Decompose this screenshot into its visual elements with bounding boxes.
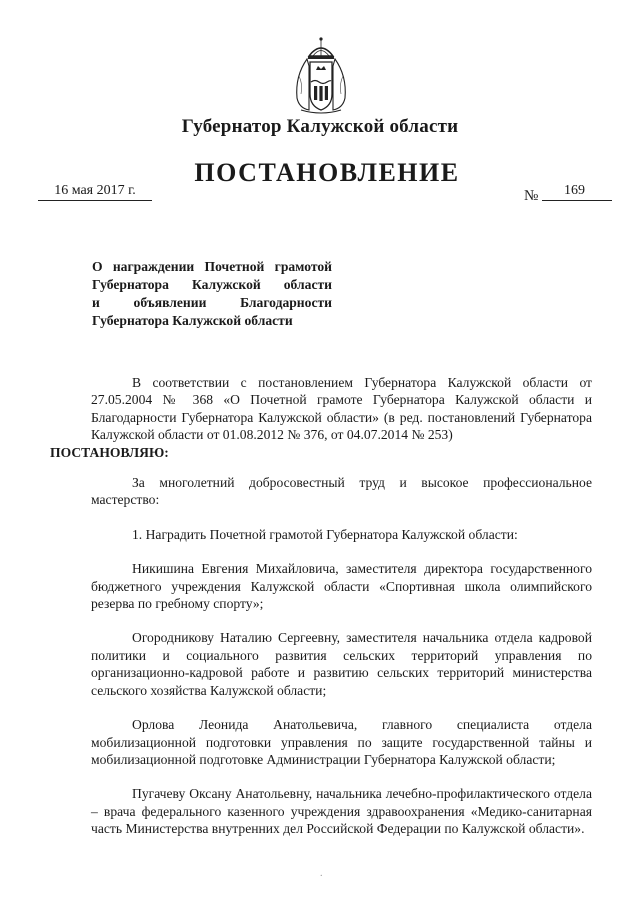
awardee-paragraph: Никишина Евгения Михайловича, заместителя директора государственного бюджетного учреждения Калужской области «Спортивная школа олимпийского резерва по гребному спорту»; [91,561,592,612]
subject-line: Губернатора Калужской области [92,277,332,292]
awardee-paragraph: Огородникову Наталию Сергеевну, заместителя начальника отдела кадровой политики и социального развития сельских территорий управления по организационно-кадровой работе и развитию сельских территорий министерства сельского хозяйства Калужской области; [91,630,592,698]
subject-line: О награждении Почетной грамотой [92,259,332,274]
number-label: № [524,188,539,204]
awardee-paragraph: Пугачеву Оксану Анатольевну, начальника лечебно-профилактического отдела – врача федерального казенного учреждения здравоохранения «Медико-санитарная часть Министерства внутренних дел Российской Федерации по Калужской области». [91,786,592,837]
document-number: 169 [542,183,612,201]
intro-paragraph: За многолетний добросовестный труд и высокое профессиональное мастерство: [91,475,592,508]
coat-of-arms-emblem [289,36,353,116]
item-1-paragraph: 1. Наградить Почетной грамотой Губернатора Калужской области: [132,526,518,542]
scan-mark: . [320,868,323,879]
document-type-title: ПОСТАНОВЛЕНИЕ [194,158,460,187]
issuing-authority: Губернатор Калужской области [181,116,459,137]
preamble-text: В соответствии с постановлением Губернатора Калужской области от 27.05.2004 № 368 «О Почетной грамоте Губернатора Калужской области и Благодарности Губернатора Калужской области» (в ред. постановлений Губернатора Калужской области от 01.08.2012 № 376, от 04.07.2014 № 253) [91,375,592,443]
awardee-paragraph: Орлова Леонида Анатольевича, главного специалиста отдела мобилизационной подготовки управления по защите государственной тайны и мобилизационной подготовке Администрации Губернатора Калужской области; [91,717,592,767]
document-date: 16 мая 2017 г. [38,183,152,201]
document-body [50,374,592,838]
subject-line: Губернатора Калужской области [92,313,293,328]
subject-line: и объявлении Благодарности [92,295,332,310]
preamble-paragraph [50,374,592,461]
document-subject [92,258,332,330]
decree-word: ПОСТАНОВЛЯЮ: [50,444,169,460]
